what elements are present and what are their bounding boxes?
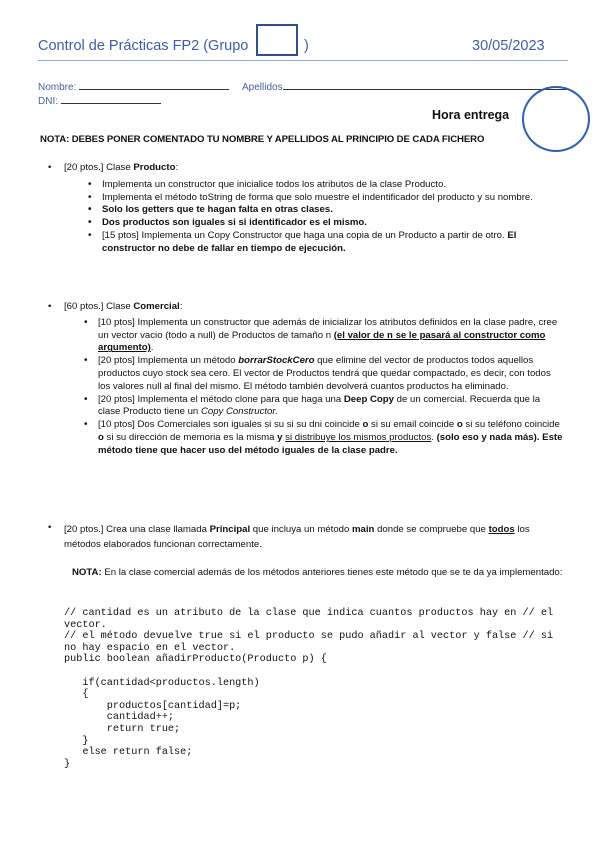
section-producto [64, 162, 574, 256]
list-item: • [10 ptos] Dos Comerciales son iguales si su si su dni coincide o si su email coincide o si su teléfono coincide o si su dirección de memoria es la misma y si distribuye los mismos productos. (solo eso y nada más). Este método tiene que hacer uso del método iguales de la clase padre. [98, 419, 564, 457]
list-item: • Implementa un constructor que inicialice todos los atributos de la clase Producto. [102, 179, 572, 192]
hora-entrega-circle[interactable] [522, 86, 590, 152]
dni-line[interactable] [61, 93, 161, 104]
list-item: • Solo los getters que te hagan falta en otras clases. [102, 204, 572, 217]
hora-entrega-label: Hora entrega [432, 108, 510, 122]
document-title: Control de Prácticas FP2 (Grupo [38, 38, 249, 54]
section-principal-bullet: • [48, 522, 52, 533]
apellidos-label: Apellidos [242, 82, 283, 93]
nombre-label: Nombre: [38, 82, 77, 93]
dni-field [38, 93, 161, 107]
list-item: • [20 ptos] Implementa un método borrarStockCero que elimine del vector de productos todos aquellos productos cuyo stock sea cero. El vector de Productos tendrá que quedar compactado, es decir, con todos los valores null al final del mismo. El método también devolverá cuantos productos ha eliminado. [98, 355, 564, 393]
title-rule [38, 60, 568, 61]
list-item: • [20 ptos] Implementa el método clone para que haga una Deep Copy de un comercial. Recuerda que la clase Producto tiene un Copy Constructor. [98, 394, 564, 420]
dni-label: DNI: [38, 96, 58, 107]
nombre-line[interactable] [79, 79, 229, 90]
document-date: 30/05/2023 [472, 38, 545, 54]
list-item: • Dos productos son iguales si si identificador es el mismo. [102, 217, 572, 230]
section-producto-heading: [20 ptos.] Clase Producto: [64, 162, 179, 173]
group-box[interactable] [256, 24, 298, 56]
list-item: • [15 ptos] Implementa un Copy Constructor que haga una copia de un Producto a partir de otro. El constructor no debe de fallar en tiempo de ejecución. [102, 230, 572, 256]
section-comercial [64, 301, 574, 458]
nombre-field [38, 79, 229, 93]
section-comercial-bullet: • [48, 301, 52, 312]
apellidos-line[interactable] [283, 79, 567, 90]
code-block: // cantidad es un atributo de la clase que indica cuantos productos hay en // el vector. // el método devuelve true si el producto se pudo añadir al vector y false // si no hay espacio en el vector. public boolean añadirProducto(Producto p) { if(cantidad<productos.length) { productos[cantidad]=p; cantidad++; return true; } else return false; } [64, 608, 554, 770]
section-producto-bullet: • [48, 162, 52, 173]
apellidos-field [242, 79, 567, 93]
nota-implemented-method: NOTA: En la clase comercial además de los métodos anteriores tienes este método que se te da ya implementado: [72, 567, 563, 578]
nota-header: NOTA: DEBES PONER COMENTADO TU NOMBRE Y APELLIDOS AL PRINCIPIO DE CADA FICHERO [40, 134, 485, 145]
list-item: • [10 ptos] Implementa un constructor que además de inicializar los atributos definidos en la clase padre, cree un vector vacio (todo a null) de Productos de tamaño n (el valor de n se le pasará al constructor como argumento). [98, 317, 564, 355]
section-principal: [20 ptos.] Crea una clase llamada Principal que incluya un método main donde se compruebe que todos los métodos elaborados funcionan correctamente. [64, 524, 530, 550]
list-item: • Implementa el método toString de forma que solo muestre el indentificador del producto y su nombre. [102, 192, 572, 205]
title-close-paren: ) [304, 38, 309, 54]
section-comercial-heading: [60 ptos.] Clase Comercial: [64, 301, 183, 312]
